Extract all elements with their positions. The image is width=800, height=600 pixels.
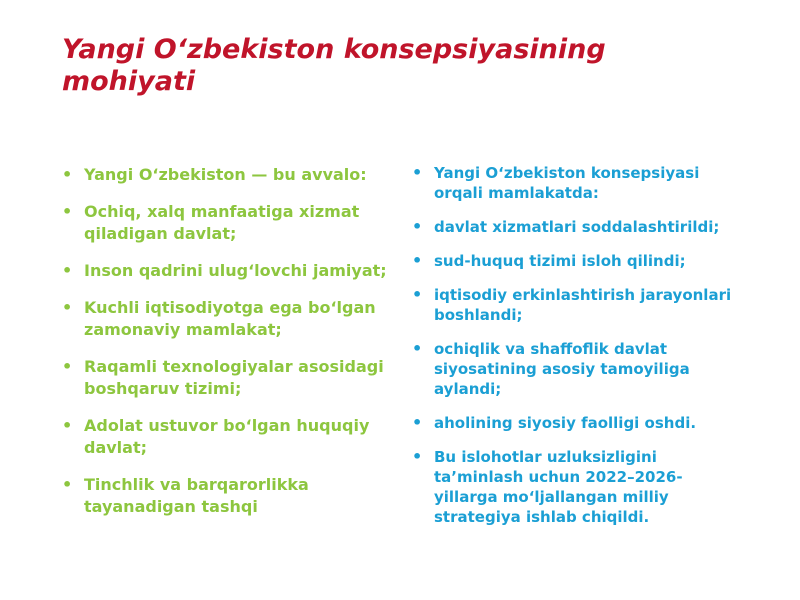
left-bullet-item: • Raqamli texnologiyalar asosidagi boshqaruv tizimi; bbox=[62, 356, 392, 400]
right-bullet-item: • ochiqlik va shaffoflik davlat siyosatining asosiy tamoyiliga aylandi; bbox=[412, 339, 742, 399]
right-bullet-item: • sud-huquq tizimi isloh qilindi; bbox=[412, 251, 742, 271]
left-bullet-item: • Kuchli iqtisodiyotga ega bo‘lgan zamonaviy mamlakat; bbox=[62, 297, 392, 341]
left-bullet-item: • Adolat ustuvor bo‘lgan huquqiy davlat; bbox=[62, 415, 392, 459]
left-bullet-list bbox=[62, 164, 392, 533]
slide-title: Yangi O‘zbekiston konsepsiyasining mohiyati bbox=[62, 34, 606, 97]
left-bullet-item: • Yangi O‘zbekiston — bu avvalo: bbox=[62, 164, 392, 186]
left-bullet-item: • Ochiq, xalq manfaatiga xizmat qiladigan davlat; bbox=[62, 201, 392, 245]
right-bullet-item: • Yangi O‘zbekiston konsepsiyasi orqali mamlakatda: bbox=[412, 163, 742, 203]
left-bullet-item: • Inson qadrini ulug‘lovchi jamiyat; bbox=[62, 260, 392, 282]
right-bullet-item: • Bu islohotlar uzluksizligini ta’minlash uchun 2022–2026-yillarga mo‘ljallangan milliy strategiya ishlab chiqildi. bbox=[412, 447, 742, 527]
right-bullet-item: • iqtisodiy erkinlashtirish jarayonlari boshlandi; bbox=[412, 285, 742, 325]
left-bullet-item: • Tinchlik va barqarorlikka tayanadigan tashqi bbox=[62, 474, 392, 518]
right-bullet-item: • aholining siyosiy faolligi oshdi. bbox=[412, 413, 742, 433]
right-bullet-list bbox=[412, 163, 742, 541]
right-bullet-item: • davlat xizmatlari soddalashtirildi; bbox=[412, 217, 742, 237]
